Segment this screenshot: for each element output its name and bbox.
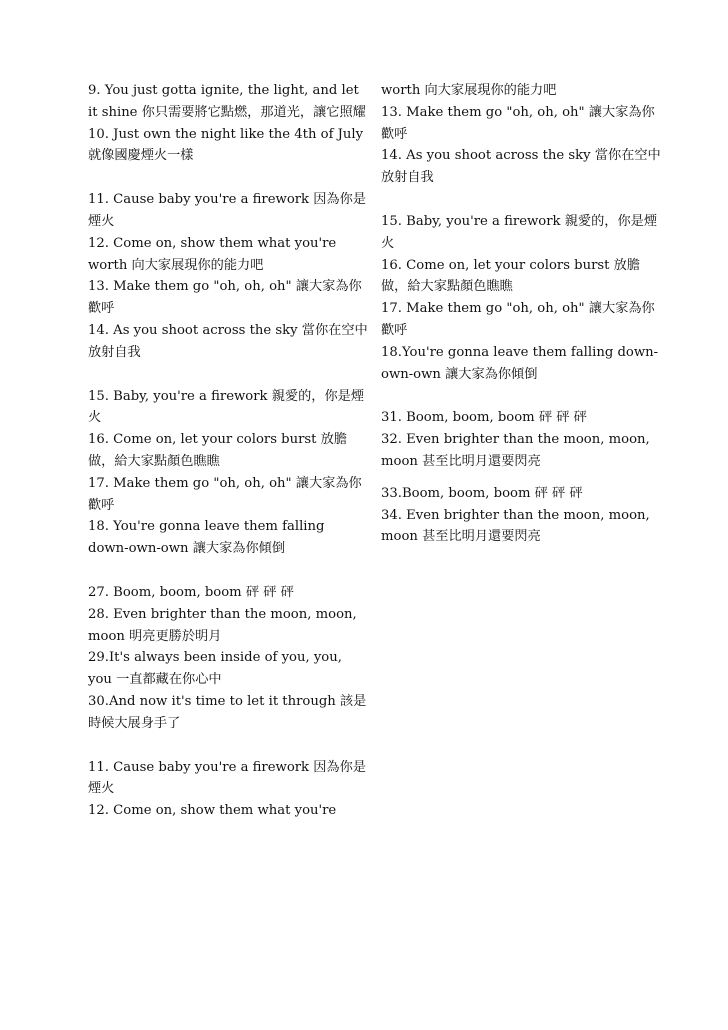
stanza-spacer	[381, 189, 661, 211]
lyric-line: 28. Even brighter than the moon, moon, moon 明亮更勝於明月	[88, 606, 357, 644]
lyric-line: 10. Just own the night like the 4th of July 就像國慶煙火一樣	[88, 126, 364, 164]
lyric-line: 14. As you shoot across the sky 當你在空中放射自我	[88, 322, 368, 360]
lyric-line: 12. Come on, show them what you're worth 向大家展現你的能力吧	[88, 235, 337, 273]
lyric-line: 18. You're gonna leave them falling down-own-own 讓大家為你傾倒	[88, 519, 325, 557]
lyric-line: 16. Come on, let your colors burst 放膽做，給大家點顏色瞧瞧	[88, 432, 348, 469]
lyric-line: 11. Cause baby you're a firework 因為你是煙火	[88, 192, 366, 229]
stanza-spacer	[88, 560, 368, 582]
lyric-line: 9. You just gotta ignite, the light, and let it shine 你只需要將它點燃，那道光，讓它照耀	[88, 83, 366, 120]
lyric-line: 15. Baby, you're a firework 親愛的，你是煙火	[381, 213, 658, 251]
stanza-spacer	[88, 364, 368, 386]
lyric-line: 17. Make them go "oh, oh, oh" 讓大家為你歡呼	[381, 301, 655, 338]
lyric-line: 12. Come on, show them what you're	[88, 803, 337, 819]
stanza-spacer	[88, 735, 368, 757]
lyric-line: 17. Make them go "oh, oh, oh" 讓大家為你歡呼	[88, 475, 362, 513]
lyric-line: 33.Boom, boom, boom 砰 砰 砰	[381, 485, 583, 501]
lyric-line: 13. Make them go "oh, oh, oh" 讓大家為你歡呼	[88, 279, 362, 317]
lyric-line: 31. Boom, boom, boom 砰 砰 砰	[381, 410, 587, 426]
right-column	[381, 80, 661, 548]
lyric-line: 34. Even brighter than the moon, moon, moon 甚至比明月還要閃亮	[381, 507, 650, 545]
left-column	[88, 80, 368, 822]
lyric-line: 29.It's always been inside of you, you, you 一直都藏在你心中	[88, 650, 342, 688]
lyric-line: 16. Come on, let your colors burst 放膽做，給大家點顏色瞧瞧	[381, 257, 641, 295]
stanza-spacer	[381, 385, 661, 407]
lyric-line: 14. As you shoot across the sky 當你在空中放射自我	[381, 148, 661, 186]
lyric-line: 30.And now it's time to let it through 該是時候大展身手了	[88, 693, 367, 731]
stanza-spacer	[88, 167, 368, 189]
lyric-line: 13. Make them go "oh, oh, oh" 讓大家為你歡呼	[381, 104, 655, 142]
lyric-line: 32. Even brighter than the moon, moon, moon 甚至比明月還要閃亮	[381, 432, 650, 469]
lyric-line: 18.You're gonna leave them falling down-own-own 讓大家為你傾倒	[381, 344, 659, 382]
stanza-spacer	[381, 473, 661, 483]
lyric-line: worth 向大家展現你的能力吧	[381, 83, 557, 98]
lyric-line: 15. Baby, you're a firework 親愛的，你是煙火	[88, 388, 365, 426]
lyric-line: 27. Boom, boom, boom 砰 砰 砰	[88, 584, 294, 600]
lyric-line: 11. Cause baby you're a firework 因為你是煙火	[88, 759, 366, 797]
